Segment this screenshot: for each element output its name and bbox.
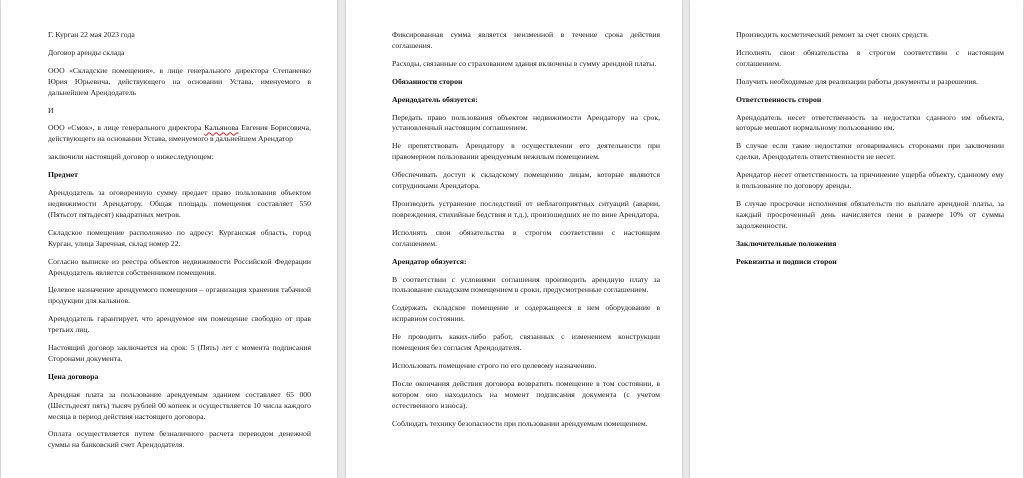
paragraph-no-obstruction: Не препятствовать Арендатору в осуществлении его деятельности при правомерном пользовании арендуемым нежилым помещением.: [392, 141, 660, 162]
paragraph-subject-area: Арендодатель за оговоренную сумму предает право пользования объектом недвижимости Арендатору. Общая площадь помещения составляет 550 (Пятьсот пятьдесят) квадратных метров.: [48, 188, 311, 219]
section-heading-subject: Предмет: [48, 170, 78, 180]
paragraph-purpose: Целевое назначение арендуемого помещения – организация хранения табачной продукции для кальянов.: [48, 285, 311, 306]
paragraph-guarantee: Арендодатель гарантирует, что арендуемое им помещение свободно от прав третьих лиц.: [48, 314, 311, 335]
paragraph-known-defects: В случае если такие недостатки оговаривались сторонами при заключении сделки, Арендодатель ответственности не несет.: [736, 141, 1004, 162]
paragraph-transfer-right: Передать право пользования объектом недвижимости Арендатору на срок, установленный настоящим соглашением.: [392, 112, 660, 133]
paragraph-landlord-party: ООО «Складские помещения», в лице генерального директора Степаненко Юрия Юрьевича, действующего на основании Устава, именуемого в дальнейшем Арендодатель: [48, 65, 311, 97]
paragraph-fixed-sum: Фиксированная сумма является неизменной в течение срока действия соглашения.: [392, 30, 660, 50]
paragraph-tenant-liability: Арендатор несет ответственность за причинение ущерба объекту, сданному ему в пользование по договору аренды.: [736, 170, 1004, 191]
paragraph-tenant-party: [48, 123, 311, 145]
paragraph-maintain: Содержать складское помещение и содержащееся в нем оборудование в исправном состоянии.: [392, 303, 660, 324]
subheading-landlord-obligations: Арендодатель обязуется:: [392, 94, 478, 104]
tenant-party-text-b: Евгения Борисовича, действующего на основании Устава, именуемого в дальнейшем Арендатор: [48, 123, 311, 144]
paragraph-cosmetic-repair: Производить косметический ремонт за счет своих средств.: [736, 30, 929, 39]
section-heading-requisites: Реквизиты и подписи сторон: [736, 256, 837, 266]
paragraph-access: Обеспечивать доступ к складскому помещению лицам, которые являются сотрудниками Арендатора.: [392, 170, 660, 191]
paragraph-tenant-compliance: Исполнять свои обязательства в строгом соответствии с настоящим соглашением.: [736, 47, 1004, 68]
paragraph-no-alterations: Не проводить каких-либо работ, связанных с изменением конструкции помещения без согласия Арендодателя.: [392, 332, 660, 353]
document-page-2[interactable]: [346, 0, 682, 478]
paragraph-landlord-compliance: Исполнять свои обязательства в строгом соответствии с настоящим соглашением.: [392, 227, 660, 248]
contract-title: Договор аренды склада: [48, 47, 125, 57]
paragraph-permits: Получить необходимые для реализации работы документы и разрешения.: [736, 76, 978, 86]
section-heading-final: Заключительные положения: [736, 238, 837, 248]
paragraph-and: И: [48, 105, 54, 115]
paragraph-landlord-liability: Арендодатель несет ответственность за недостатки сданного им объекта, которые мешают нормальному пользованию им.: [736, 112, 1004, 133]
paragraph-term: Настоящий договор заключается на срок: 5 (Пять) лет с момента подписания Сторонами документа.: [48, 343, 311, 363]
paragraph-agreed: заключили настоящий договор о нижеследующем:: [48, 152, 214, 162]
subheading-tenant-obligations: Арендатор обязуется:: [392, 256, 467, 266]
paragraph-insurance: Расходы, связанные со страхованием здания включены в сумму арендной платы.: [392, 58, 657, 68]
paragraph-ownership: Согласно выписке из реестра объектов недвижимости Российской Федерации Арендодатель является собственником помещения.: [48, 256, 311, 277]
paragraph-emergencies: Производить устранение последствий от неблагоприятных ситуаций (аварии, повреждения, стихийные бедствия и т.д.), произошедших не по вине Арендатора.: [392, 198, 660, 219]
document-page-1[interactable]: [1, 0, 337, 478]
section-heading-obligations: Обязанности сторон: [392, 76, 463, 86]
paragraph-return-premises: После окончания действия договора возвратить помещение в том состоянии, в котором оно находилось на момент подписания документа (с учетом естественного износа).: [392, 378, 660, 410]
misspelled-word[interactable]: Кальянова: [204, 123, 239, 133]
document-page-3[interactable]: [690, 0, 1023, 478]
contract-place-date: Г. Курган 22 мая 2023 года: [48, 30, 135, 39]
paragraph-safety: Соблюдать технику безопасности при пользовании арендуемым помещением.: [392, 418, 648, 428]
paragraph-intended-use: Использовать помещение строго по его целевому назначению.: [392, 360, 597, 370]
paragraph-payment-method: Оплата осуществляется путем безналичного расчета переводом денежной суммы на банковский счет Арендодателя.: [48, 429, 311, 450]
section-heading-price: Цена договора: [48, 371, 99, 381]
paragraph-penalty: В случае просрочки исполнения обязательств по выплате арендной платы, за каждый просроченный день начисляется пени в размере 10% от суммы задолженности.: [736, 198, 1004, 230]
section-heading-liability: Ответственность сторон: [736, 94, 822, 104]
paragraph-address: Складское помещение расположено по адресу: Курганская область, город Курган, улица Заречная, склад номер 22.: [48, 227, 311, 248]
tenant-party-text-a: ООО «Смок», в лице генерального директора: [48, 123, 205, 133]
paragraph-rent-amount: Арендная плата за пользование арендуемым зданием составляет 65 000 (Шестьдесят пять) тысяч рублей 00 копеек и осуществляется 10 числа каждого месяца в период действия настоящего договора.: [48, 389, 311, 421]
paragraph-pay-rent: В соответствии с условиями соглашения производить арендную плату за пользование складским помещением в сроки, предусмотренные соглашением.: [392, 274, 660, 295]
